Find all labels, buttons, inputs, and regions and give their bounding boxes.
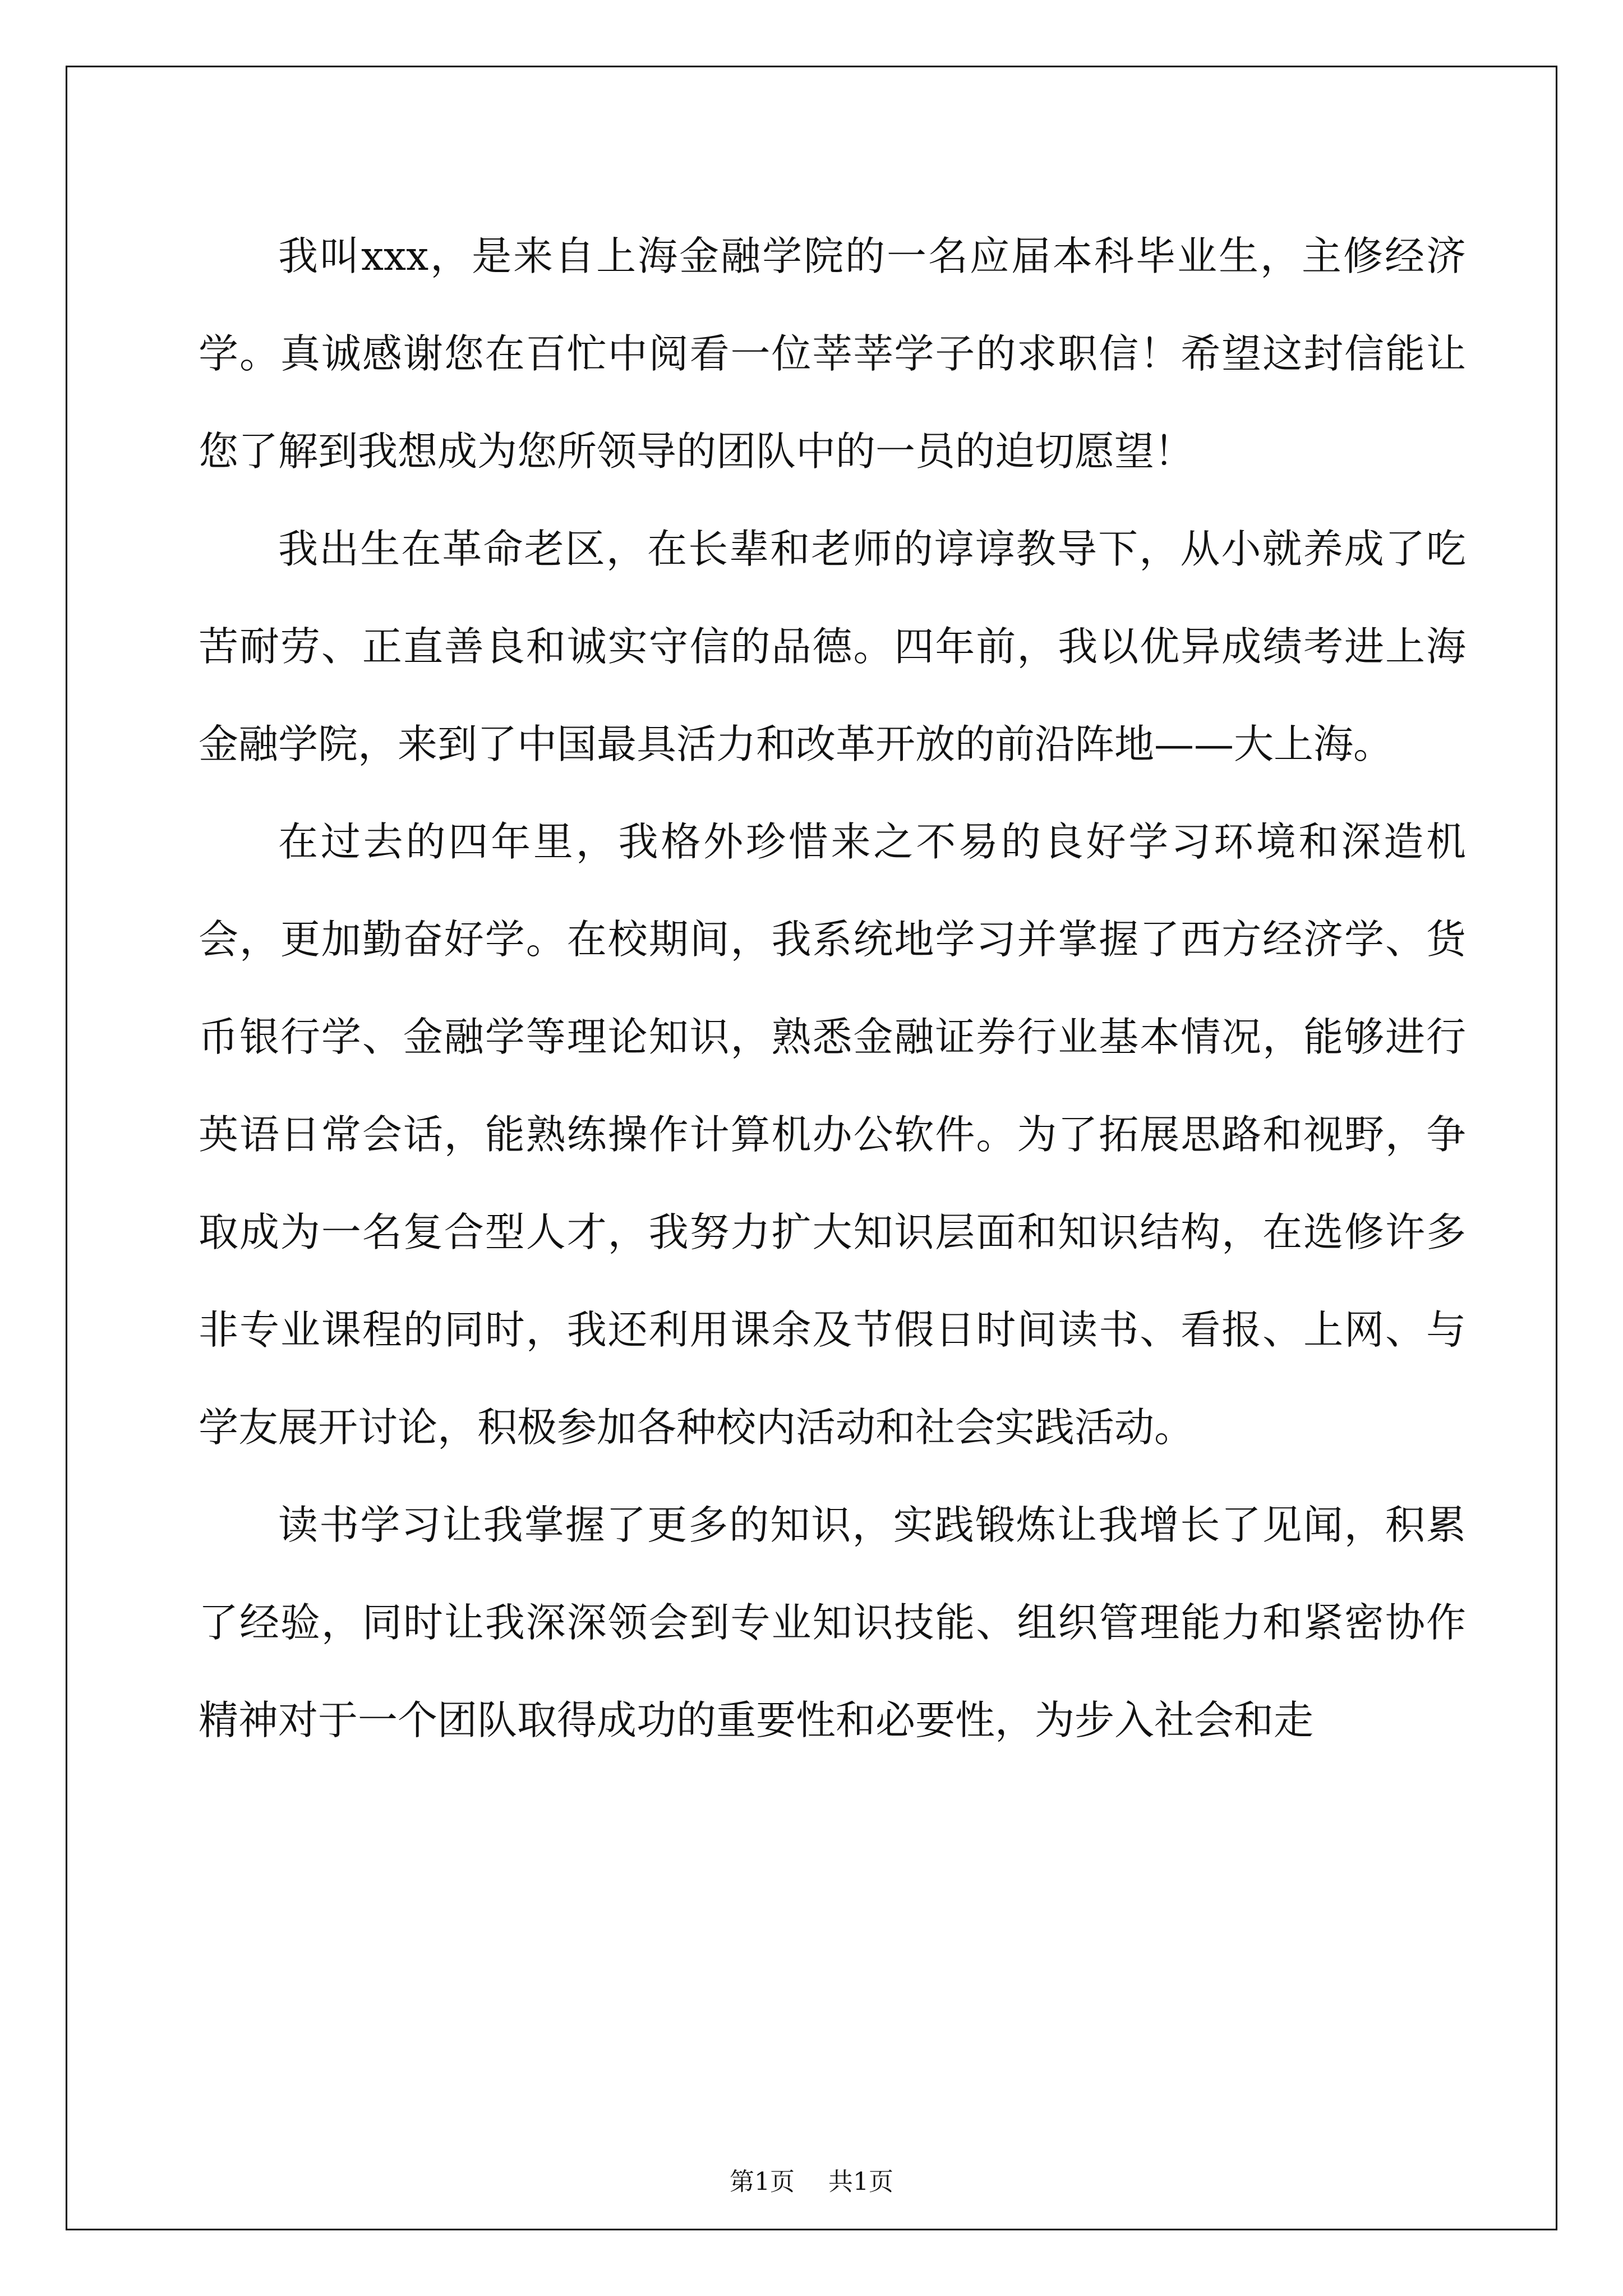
paragraph-background: 我出生在革命老区，在长辈和老师的谆谆教导下，从小就养成了吃苦耐劳、正直善良和诚实守信的品德。四年前，我以优异成绩考进上海金融学院，来到了中国最具活力和改革开放的前沿阵地——大上海。 [199,526,1466,767]
letter-body [199,208,1466,1769]
paragraph-introduction: 我叫xxx，是来自上海金融学院的一名应届本科毕业生，主修经济学。真诚感谢您在百忙中阅看一位莘莘学子的求职信！希望这封信能让您了解到我想成为您所领导的团队中的一员的迫切愿望！ [199,233,1466,475]
page-total: 共1页 [828,2168,893,2196]
paragraph-studies: 在过去的四年里，我格外珍惜来之不易的良好学习环境和深造机会，更加勤奋好学。在校期间，我系统地学习并掌握了西方经济学、货币银行学、金融学等理论知识，熟悉金融证券行业基本情况，能够进行英语日常会话，能熟练操作计算机办公软件。为了拓展思路和视野，争取成为一名复合型人才，我努力扩大知识层面和知识结构，在选修许多非专业课程的同时，我还利用课余及节假日时间读书、看报、上网、与学友展开讨论，积极参加各种校内活动和社会实践活动。 [199,818,1466,1451]
page-footer [0,2165,1623,2199]
page-number: 第1页 [730,2168,795,2196]
paragraph-experience: 读书学习让我掌握了更多的知识，实践锻炼让我增长了见闻，积累了经验，同时让我深深领会到专业知识技能、组织管理能力和紧密协作精神对于一个团队取得成功的重要性和必要性，为步入社会和走 [199,1502,1466,1743]
